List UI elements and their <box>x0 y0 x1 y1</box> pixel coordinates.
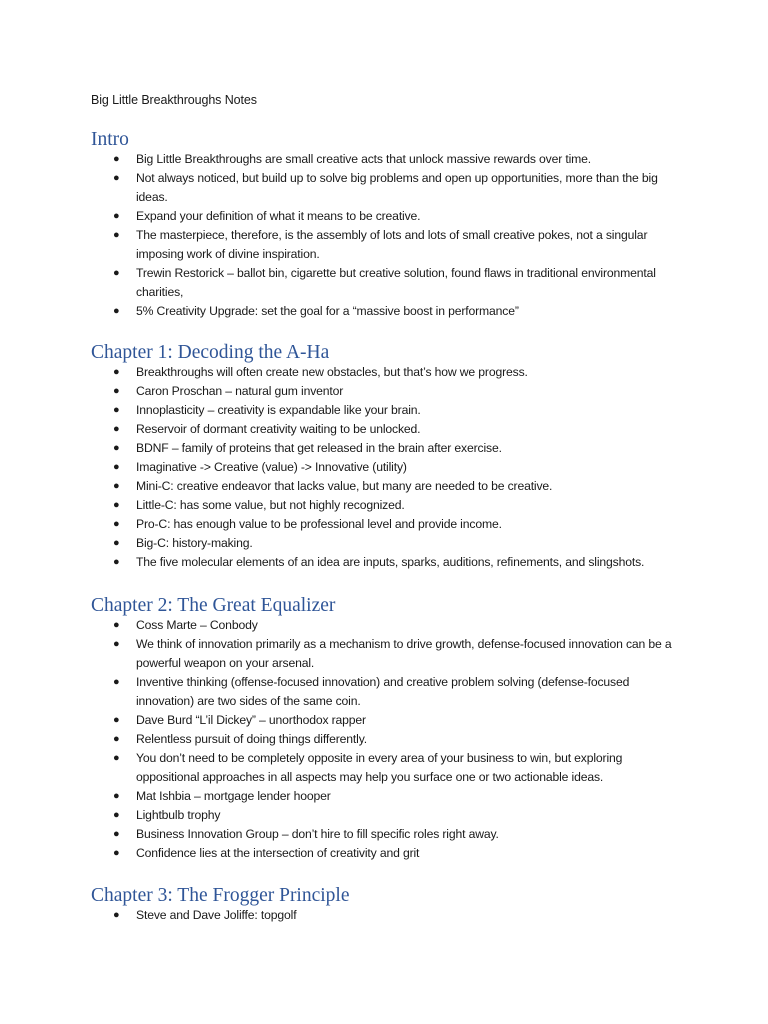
document-title: Big Little Breakthroughs Notes <box>91 93 257 107</box>
bullet-icon: ● <box>113 518 120 530</box>
list-item-text: Business Innovation Group – don’t hire to fill specific roles right away. <box>136 827 499 841</box>
list-item-text: BDNF – family of proteins that get released in the brain after exercise. <box>136 441 502 455</box>
bullet-icon: ● <box>113 537 120 549</box>
section-heading: Chapter 2: The Great Equalizer <box>91 595 336 616</box>
list-item <box>0 477 676 496</box>
bullet-icon: ● <box>113 153 120 165</box>
bullet-list <box>0 363 768 572</box>
list-item <box>0 496 676 515</box>
list-item-text: Big-C: history-making. <box>136 536 253 550</box>
list-item <box>0 382 676 401</box>
bullet-icon: ● <box>113 385 120 397</box>
list-item <box>0 553 676 572</box>
bullet-icon: ● <box>113 676 120 688</box>
bullet-list <box>0 906 768 925</box>
bullet-icon: ● <box>113 461 120 473</box>
bullet-icon: ● <box>113 752 120 764</box>
bullet-list <box>0 150 768 321</box>
bullet-icon: ● <box>113 480 120 492</box>
list-item <box>0 906 676 925</box>
list-item <box>0 515 676 534</box>
list-item-text: Inventive thinking (offense-focused innovation) and creative problem solving (defense-focused innovation) are two sides of the same coin. <box>136 675 630 708</box>
list-item-text: Not always noticed, but build up to solve big problems and open up opportunities, more than the big ideas. <box>136 171 658 204</box>
bullet-icon: ● <box>113 619 120 631</box>
list-item-text: Steve and Dave Joliffe: topgolf <box>136 908 297 922</box>
list-item <box>0 534 676 553</box>
bullet-icon: ● <box>113 847 120 859</box>
section-heading: Chapter 3: The Frogger Principle <box>91 885 350 906</box>
bullet-icon: ● <box>113 909 120 921</box>
list-item-text: Dave Burd “L’il Dickey” – unorthodox rapper <box>136 713 366 727</box>
list-item <box>0 749 676 787</box>
list-item-text: Innoplasticity – creativity is expandable like your brain. <box>136 403 421 417</box>
list-item-text: 5% Creativity Upgrade: set the goal for a “massive boost in performance” <box>136 304 519 318</box>
list-item <box>0 806 676 825</box>
list-item <box>0 730 676 749</box>
bullet-icon: ● <box>113 556 120 568</box>
list-item-text: Little-C: has some value, but not highly recognized. <box>136 498 405 512</box>
list-item-text: Caron Proschan – natural gum inventor <box>136 384 344 398</box>
list-item-text: Lightbulb trophy <box>136 808 221 822</box>
bullet-icon: ● <box>113 442 120 454</box>
list-item <box>0 787 676 806</box>
bullet-icon: ● <box>113 638 120 650</box>
bullet-icon: ● <box>113 828 120 840</box>
list-item <box>0 825 676 844</box>
list-item <box>0 420 676 439</box>
list-item <box>0 169 676 207</box>
bullet-icon: ● <box>113 366 120 378</box>
bullet-icon: ● <box>113 305 120 317</box>
list-item <box>0 226 676 264</box>
bullet-icon: ● <box>113 733 120 745</box>
list-item <box>0 207 676 226</box>
list-item <box>0 363 676 382</box>
list-item-text: The masterpiece, therefore, is the assembly of lots and lots of small creative pokes, not a singular imposing work of divine inspiration. <box>136 228 648 261</box>
bullet-icon: ● <box>113 423 120 435</box>
list-item <box>0 150 676 169</box>
list-item-text: Expand your definition of what it means to be creative. <box>136 209 421 223</box>
bullet-icon: ● <box>113 229 120 241</box>
list-item <box>0 635 676 673</box>
list-item <box>0 711 676 730</box>
list-item-text: Pro-C: has enough value to be professional level and provide income. <box>136 517 502 531</box>
list-item-text: Coss Marte – Conbody <box>136 618 258 632</box>
bullet-icon: ● <box>113 499 120 511</box>
list-item-text: You don’t need to be completely opposite in every area of your business to win, but exploring oppositional approaches in all aspects may help you surface one or two actionable ideas. <box>136 751 623 784</box>
list-item <box>0 264 676 302</box>
list-item <box>0 302 676 321</box>
bullet-icon: ● <box>113 172 120 184</box>
list-item-text: Reservoir of dormant creativity waiting to be unlocked. <box>136 422 421 436</box>
list-item-text: The five molecular elements of an idea are inputs, sparks, auditions, refinements, and slingshots. <box>136 555 645 569</box>
section-heading: Chapter 1: Decoding the A-Ha <box>91 342 330 363</box>
list-item-text: Mat Ishbia – mortgage lender hooper <box>136 789 331 803</box>
list-item <box>0 616 676 635</box>
list-item-text: Mini-C: creative endeavor that lacks value, but many are needed to be creative. <box>136 479 553 493</box>
list-item <box>0 439 676 458</box>
bullet-icon: ● <box>113 790 120 802</box>
list-item-text: Big Little Breakthroughs are small creative acts that unlock massive rewards over time. <box>136 152 592 166</box>
list-item-text: Confidence lies at the intersection of creativity and grit <box>136 846 420 860</box>
section-heading: Intro <box>91 129 129 150</box>
list-item <box>0 673 676 711</box>
list-item <box>0 458 676 477</box>
bullet-list <box>0 616 768 863</box>
bullet-icon: ● <box>113 714 120 726</box>
bullet-icon: ● <box>113 267 120 279</box>
list-item <box>0 401 676 420</box>
bullet-icon: ● <box>113 404 120 416</box>
bullet-icon: ● <box>113 809 120 821</box>
list-item-text: Trewin Restorick – ballot bin, cigarette but creative solution, found flaws in traditional environmental charities, <box>136 266 656 299</box>
list-item-text: Imaginative -> Creative (value) -> Innovative (utility) <box>136 460 407 474</box>
list-item <box>0 844 676 863</box>
bullet-icon: ● <box>113 210 120 222</box>
list-item-text: Breakthroughs will often create new obstacles, but that’s how we progress. <box>136 365 528 379</box>
list-item-text: We think of innovation primarily as a mechanism to drive growth, defense-focused innovation can be a powerful weapon on your arsenal. <box>136 637 672 670</box>
list-item-text: Relentless pursuit of doing things differently. <box>136 732 367 746</box>
